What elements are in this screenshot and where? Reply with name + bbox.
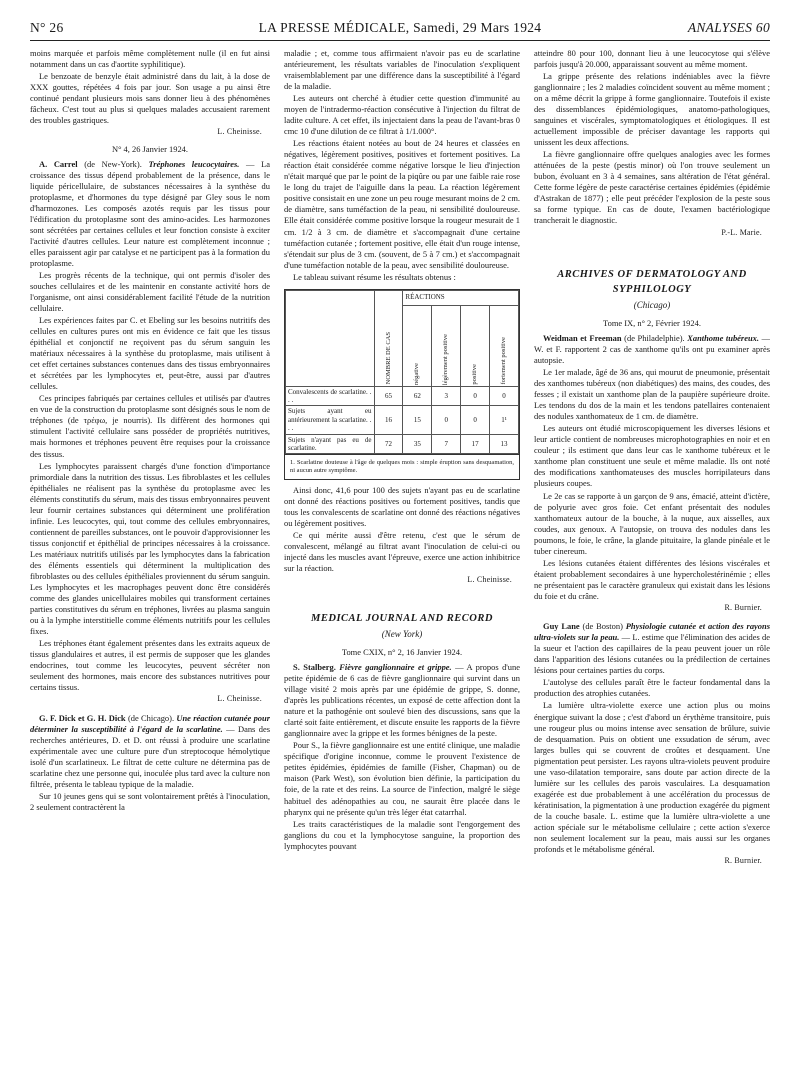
article-text: — A propos d'une petite épidémie de 6 cas de fièvre ganglionnaire qui survint dans un village visité 2 mois après par une épidémie de grippe, S. donne, d'après les publications récentes, un exposé de cette affection dont la nature et la pathogénie ont soulevé bien des discussions, sans que la clarté soit faite entièrement, et discute ensuite les rapports de la fièvre ganglionnaire avec la grippe et les formes bénignes de la peste. <box>284 662 520 739</box>
signature: R. Burnier. <box>724 855 762 865</box>
cell-light: 3 <box>432 386 461 406</box>
article-text: — Dans des recherches antérieures, D. et D. ont réussi à produire une scarlatine expérimentale avec une culture pure d'un streptocoque hémolytique isolé d'un scarlatineux. Le filtrat de cette culture ne détermina pas de scarlatine chez une personne qui, inoculée plus tard avec la culture non filtrée, présenta le tableau typique de la maladie. <box>30 723 270 789</box>
cell-negative: 35 <box>403 434 432 454</box>
cell-strong: 13 <box>490 434 519 454</box>
paragraph: maladie ; et, comme tous affirmaient n'avoir pas eu de scarlatine antérieurement, les résultats variables de l'inoculation s'expliquent vraisemblablement par une différence dans la susceptibilité à l'égard de la maladie. <box>284 48 520 92</box>
article-place: (de Chicago). <box>125 712 177 723</box>
paragraph: La lumière ultra-violette exerce une action plus ou moins énergique suivant la dose ; c'est d'abord un érythème transitoire, puis une rougeur plus ou moins intense avec sensation de brûlure, suivie de desquamation. Puis on obtient une exsudation de sérum, avec larges bulles qui se couvrent de croûtes et desquament. Une pigmentation peut persister. Les rayons ultra-violets peuvent produire une vaso-dilatation temporaire, sans doute par action directe de la lumière sur les cellules des parois vasculaires. La desquamation exagérée est due probablement à une accélération du processus de kératinisation, la pigmentation à une production exagérée du pigment de la couche basale. L. estime que la lumière ultra-violette a une action spéciale sur le métabolisme cellulaire ; cette action s'exerce non seulement localement sur la peau, mais aussi sur les organes profonds et le métabolisme général. <box>534 700 770 854</box>
paragraph: Les progrès récents de la technique, qui ont permis d'isoler des souches cellulaires et de les maintenir en constante activité hors de l'organisme, ont ainsi considérablement facilité l'étude de la nutrition cellulaire. <box>30 270 270 314</box>
signature: R. Burnier. <box>724 602 762 612</box>
paragraph: Ce qui mérite aussi d'être retenu, c'est que le sérum de convalescent, mélangé au filtrat avant l'inoculation de celui-ci ou injecté dans les muscles avant l'épreuve, exerce une action inhibitrice sur la réaction. <box>284 530 520 574</box>
article-title: Tréphones leucocytaires. <box>148 158 240 169</box>
row-label: Convalescents de scarlatine. . . . <box>286 386 375 406</box>
cell-negative: 62 <box>403 386 432 406</box>
cell-strong: 1¹ <box>490 406 519 434</box>
col-header-light: légèrement positive <box>432 305 461 386</box>
paragraph: Les expériences faites par C. et Ebeling sur les besoins nutritifs des cellules en cultures pures ont mis en évidence ce fait que les tissus épithélial et conjonctif ne reçoivent pas du sérum sanguin les matériaux nécessaires à la synthèse du protoplasme, mais utilisent à cet effet certaines substances contenues dans des tissus embryonnaires et sécrétées par les lymphocytes et, peut-être, aussi par d'autres cellules. <box>30 315 270 392</box>
article-text: — La croissance des tissus dépend probablement de la présence, dans le liquide péricellulaire, de substances nécessaires à la synthèse du protoplasme, et d'hormones du type désigné par Gley sous le nom d'harmozones. Les composés azotés requis par les tissus pour l'édification du protoplasme sont des amino-acides. Les harmozones sont sécrétées par certaines cellules et leur fonction consiste à exciter l'activité d'autres cellules. Leur nature est complètement inconnue ; elles paraissent agir par catalyse et ne participent pas à la formation du protoplasme. <box>30 158 270 268</box>
cell-strong: 0 <box>490 386 519 406</box>
col-header-strong: fortement positive <box>490 305 519 386</box>
signature: L. Cheinisse. <box>217 127 262 137</box>
article-place: (de Boston) <box>579 621 626 632</box>
journal-heading: ARCHIVES OF DERMATOLOGY AND SYPHILOLOGY <box>557 268 747 295</box>
issue-date: N° 4, 26 Janvier 1924. <box>111 143 189 154</box>
paragraph: L'autolyse des cellules paraît être le facteur fondamental dans la production des atrophies cutanées. <box>534 677 770 699</box>
article-text: — L. estime que l'élimination des acides de la sueur et l'action des capillaires de la peau peuvent jouer un rôle dans l'apparition des lésions cutanées ou la prédilection de certaines lésions pour certaines parties du corps. <box>534 632 770 676</box>
paragraph: Sur 10 jeunes gens qui se sont volontairement prêtés à l'inoculation, 2 seulement contractèrent la <box>30 790 270 812</box>
cell-positive: 0 <box>461 406 490 434</box>
article-author: G. F. Dick et G. H. Dick <box>39 712 126 723</box>
article-weidman <box>534 333 770 366</box>
row-label: Sujets ayant eu antérieurement la scarlatine. . . . <box>286 406 375 434</box>
table-row <box>286 386 519 406</box>
paragraph: Les tréphones étant également présentes dans les extraits aqueux de tissus glandulaires et autres, il est permis de supposer que les glandes endocrines, tout comme les leucocytes, peuvent sécréter non seulement des hormones, mais encore des substances nutritives pour certains tissus. <box>30 638 270 693</box>
col-header-positive: positive <box>461 305 490 386</box>
paragraph: Les traits caractéristiques de la maladie sont l'engorgement des ganglions du cou et la lymphocytose sanguine, la proportion des lymphocytes pouvant <box>284 818 520 851</box>
article-dick <box>30 713 270 790</box>
col-header-cases: NOMBRE DE CAS <box>374 290 403 386</box>
page-number: N° 26 <box>30 20 64 35</box>
paragraph: Les lymphocytes paraissent chargés d'une fonction d'importance primordiale dans la nutrition des tissus. Les fibroblastes et les cellules épithéliales ne réalisent pas la synthèse du protoplasme avec les éléments constitutifs du sérum, mais des tissus embryonnaires peuvent leur fournir certaines substances qui déterminent une prolifération infinie. Les leucocytes, qui, tout comme des cellules embryonnaires, contiennent de pareilles substances, ont le pouvoir d'approvisionner les tissus conjonctif et épithélial de principes nécessaires à la croissance. Les matériaux nutritifs utilisés par les lymphocytes dans la fabrication des éléments essentiels qui déterminent la multiplication des fibroblastes ou des cellules épithéliales proviennent du sérum sanguin. Les lymphocytes et les macrophages peuvent donc être considérés comme des glandes unicellulaires mobiles qui transforment certaines parties constitutives du sérum en tréphones, livrées au plasma sanguin ou à la lymphe interstitielle comme éléments nutritifs pour les cellules fixes. <box>30 460 270 636</box>
paragraph: atteindre 80 pour 100, donnant lieu à une leucocytose qui s'élève parfois jusqu'à 20.000, apparaissant souvent au même moment. <box>534 48 770 70</box>
cell-cases: 16 <box>374 406 403 434</box>
paragraph: Le 2e cas se rapporte à un garçon de 9 ans, émacié, atteint d'ictère, de polyurie avec gros foie. Cet enfant présentait des nodules xanthomateux autour de la bouche, à la nuque, aux aisselles, aux coudes, aux genoux. A l'autopsie, on trouva des nodules dans les poumons, le foie, le crâne, la glande pituitaire, la glande pinéale et le tuber cinereum. <box>534 490 770 556</box>
paragraph: Les auteurs ont étudié microscopiquement les diverses lésions et leur article contient de nombreuses microphotographies en noir et en couleur ; ils estiment que dans leur cas le xanthome tubéreux et le xanthome plan constituent une seule et même maladie. Ils ont noté des modifications xanthomateuses des muscles horripilateurs dans plusieurs coupes. <box>534 423 770 489</box>
article-place: (de New-York). <box>77 158 149 169</box>
table-row <box>286 434 519 454</box>
table-footnote: 1. Scarlatine douteuse à l'âge de quelques mois : simple éruption sans desquamation, ni aucun autre symptôme. <box>285 454 519 479</box>
column-1 <box>30 48 270 1073</box>
paragraph: Ainsi donc, 41,6 pour 100 des sujets n'ayant pas eu de scarlatine ont donné des réactions positives ou fortement positives, tandis que tous les convalescents de scarlatine ont donné des réactions négatives ou légèrement positives. <box>284 484 520 529</box>
cell-cases: 72 <box>374 434 403 454</box>
article-author: A. Carrel <box>39 158 78 169</box>
cell-cases: 65 <box>374 386 403 406</box>
signature: P.-L. Marie. <box>721 227 762 237</box>
page-header <box>30 18 770 41</box>
journal-place: (New York) <box>381 629 423 640</box>
article-title: Physiologie cutanée et action des rayons ultra-violets sur la peau. <box>534 621 770 643</box>
table-corner <box>286 290 375 386</box>
paragraph: moins marquée et parfois même complètement nulle (il en fut ainsi notamment dans un cas d'aortite syphilitique). <box>30 48 270 70</box>
journal-place: (Chicago) <box>633 300 671 311</box>
cell-light: 0 <box>432 406 461 434</box>
signature: L. Cheinisse. <box>467 575 512 585</box>
section-title: ANALYSES 60 <box>687 20 770 35</box>
col-header-reactions: RÉACTIONS <box>403 290 519 305</box>
article-title: Fièvre ganglionnaire et grippe. <box>335 662 452 673</box>
row-label: Sujets n'ayant pas eu de scarlatine. <box>286 434 375 454</box>
article-author: Weidman et Freeman <box>543 333 622 344</box>
cell-negative: 15 <box>403 406 432 434</box>
paragraph: Les réactions étaient notées au bout de 24 heures et classées en négatives, légèrement positives, positives et fortement positives. La réaction était considérée comme négative lorsque le lieu d'injection n'était marqué que par le point de la piqûre ou par une faible raie rose le long du trajet de l'aiguille dans la peau. La réaction légèrement positive consistait en une zone un peu rouge mesurant moins de 2 cm. de diamètre, sans tuméfaction de la peau, ni sensibilité douloureuse. Elle était considérée comme positive lorsque la rougeur mesurait de 1 cm. 1/2 à 3 cm. de diamètre et s'accompagnait d'une certaine tuméfaction cutanée ; fortement positive, elle était d'un rouge intense, s'étendait sur plus de 3 cm. (souvent, de 5 à 7 cm.) et s'accompagnait d'une tuméfaction notable de la peau, avec sensibilité douloureuse. <box>284 138 520 270</box>
article-carrel <box>30 159 270 269</box>
paragraph: Le benzoate de benzyle était administré dans du lait, à la dose de XXX gouttes, répétées 4 fois par jour. Son usage a pu ainsi être continué pendant plusieurs mois sans donner lieu à des phénomènes fâcheux. C'est tout au plus si quelques malades accusaient rarement des troubles gastriques. <box>30 71 270 126</box>
signature: L. Cheinisse. <box>217 694 262 704</box>
paragraph: Ces principes fabriqués par certaines cellules et utilisés par d'autres en vue de la construction du protoplasme sont désignés sous le nom de tréphones (de τρέφω, je nourris). Ils diffèrent des hormones qui stimulent l'activité cellulaire sans posséder de propriétés nutritives, mais hormones et tréphones peuvent être requises pour la croissance des tissus. <box>30 393 270 459</box>
journal-heading: MEDICAL JOURNAL AND RECORD <box>311 612 493 624</box>
article-text: — W. et F. rapportent 2 cas de xanthome qu'ils ont pu examiner après autopsie. <box>534 333 770 366</box>
issue-date: Tome IX, n° 2, Février 1924. <box>603 318 701 329</box>
column-2 <box>284 48 520 1073</box>
cell-light: 7 <box>432 434 461 454</box>
paragraph: La grippe présente des relations indéniables avec la fièvre ganglionnaire ; les 2 maladies coïncident souvent au même moment ; on a même décrit la grippe à forme ganglionnaire. Toutefois il existe des dissemblances épidémiologiques, anatomo-pathologiques, sanguines et viscérales, symptomatologiques et étiologiques. Il est actuellement impossible de préciser davantage les rapports qui unissent les deux affections. <box>534 71 770 148</box>
paragraph: Les lésions cutanées étaient différentes des lésions viscérales et étaient probablement secondaires à une hypercholestérinémie ; elles ne présentaient pas le caractère granuleux qui existait dans les lésions du foie et du crâne. <box>534 557 770 601</box>
paragraph: Le tableau suivant résume les résultats obtenus : <box>293 271 456 282</box>
journal-title: LA PRESSE MÉDICALE, Samedi, 29 Mars 1924 <box>258 20 542 35</box>
cell-positive: 0 <box>461 386 490 406</box>
article-author: Guy Lane <box>543 621 580 632</box>
article-stalberg <box>284 662 520 739</box>
paragraph: La fièvre ganglionnaire offre quelques analogies avec les formes atténuées de la peste (pestis minor) où l'on trouve seulement un bubon, évoluant en 3 à 4 semaines, sans altération de l'état général. Cette forme légère de peste caractérise certaines épidémies (épidémie d'Astrakan de 1877) ; elle peut précéder l'explosion de la peste sous sa forme typique. En cas de doute, l'examen bactériologique trancherait le diagnostic. <box>534 149 770 226</box>
issue-date: Tome CXIX, n° 2, 16 Janvier 1924. <box>341 647 463 658</box>
results-table <box>284 289 520 480</box>
article-place: (de Philadelphie). <box>621 333 688 344</box>
table-row <box>286 406 519 434</box>
article-title: Xanthome tubéreux. <box>687 333 759 344</box>
column-3 <box>534 48 770 1073</box>
col-header-negative: négative <box>403 305 432 386</box>
paragraph: Pour S., la fièvre ganglionnaire est une entité clinique, une maladie spécifique d'origine inconnue, comme le prouvent l'existence de petites épidémies, épidémies de famille (Fisher, Chapman) ou de maison (Park West), son évolution bien définie, la participation du foie, de la rate et des reins. La source de l'infection, malgré le siège habituel des adénopathies au cou, ne saurait être placée dans le pharynx qui ne présente qu'un très léger état catarrhal. <box>284 740 520 817</box>
article-author: S. Stalberg. <box>293 662 336 673</box>
article-title: Une réaction cutanée pour déterminer la susceptibilité à l'égard de la scarlatine. <box>30 712 270 734</box>
paragraph: Le 1er malade, âgé de 36 ans, qui mourut de pneumonie, présentait des xanthomes tubéreux (non diabétiques) des mains, des coudes, des fesses ; il existait un xanthome plan de la paupière supérieure droite. Les tendons du dos de la main et les tendons patellaires contenaient des nodules xanthomateux de 1 cm. de diamètre. <box>534 367 770 422</box>
cell-positive: 17 <box>461 434 490 454</box>
paragraph: Les auteurs ont cherché à étudier cette question d'immunité au moyen de l'intradermo-réaction consécutive à l'injection du filtrat de ladite culture. A cet effet, ils injectaient dans la peau de l'avant-bras 0 cmc 10 d'une dilution de ce filtrat à 1/1.000°. <box>284 93 520 137</box>
article-lane <box>534 621 770 676</box>
